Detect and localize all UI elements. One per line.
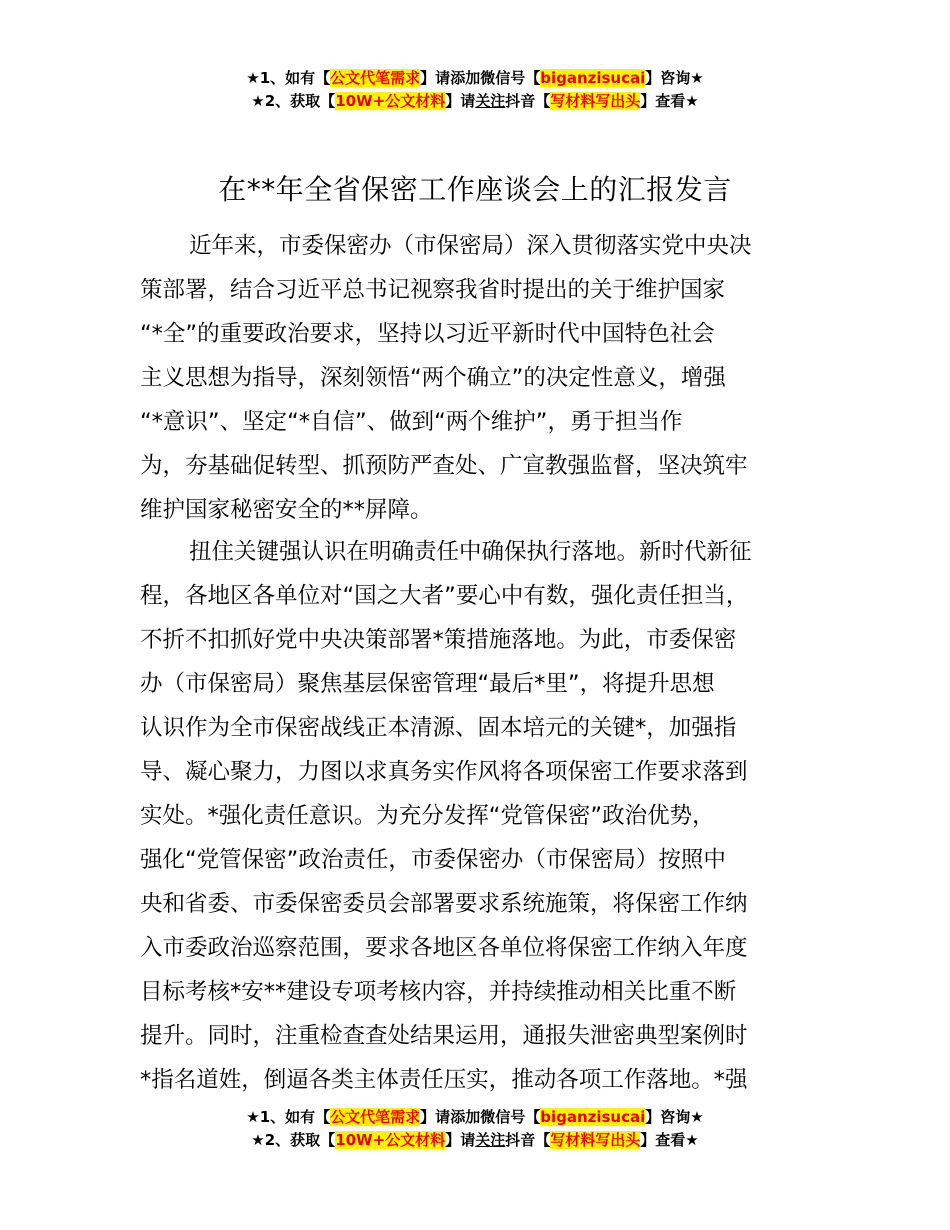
banner-text: ★1、如有【: [246, 69, 331, 87]
banner-highlight: 写材料写出头: [550, 92, 641, 110]
banner-text: 微信号【: [480, 1108, 541, 1126]
paragraph-line: *指名道姓，倒逼各类主体责任压实，推动各项工作落地。*强: [140, 1067, 748, 1093]
banner-highlight: biganzisucai: [540, 69, 646, 87]
paragraph-line: 策部署，结合习近平总书记视察我省时提出的关于维护国家: [140, 277, 726, 303]
paragraph-line: 近年来，市委保密办（市保密局）深入贯彻落实党中央决: [189, 233, 752, 259]
banner-line-1: [0, 1106, 950, 1129]
paragraph-line: 目标考核*安**建设专项考核内容，并持续推动相关比重不断: [140, 979, 737, 1005]
paragraph-2: [140, 530, 830, 1102]
banner-text: 】请: [445, 92, 476, 110]
banner-highlight: 10W+公文材料: [335, 1131, 446, 1149]
banner-underlined-word: 关注: [475, 92, 506, 110]
paragraph-1: [140, 224, 830, 532]
banner-line-1: [0, 67, 950, 90]
banner-bold-word: 添加: [450, 69, 481, 87]
document-title: 在**年全省保密工作座谈会上的汇报发言: [218, 173, 732, 206]
header-banner: [0, 67, 950, 113]
banner-text: 抖音【: [505, 1131, 551, 1149]
banner-highlight: 写材料写出头: [550, 1131, 641, 1149]
paragraph-line: 导、凝心聚力，力图以求真务实作风将各项保密工作要求落到: [140, 759, 748, 785]
banner-text: ★1、如有【: [246, 1108, 331, 1126]
paragraph-line: 入市委政治巡察范围，要求各地区各单位将保密工作纳入年度: [140, 935, 748, 961]
banner-bold-word: 添加: [450, 1108, 481, 1126]
banner-highlight: biganzisucai: [540, 1108, 646, 1126]
banner-highlight: 公文代笔需求: [330, 1108, 421, 1126]
banner-text: 】咨询★: [645, 1108, 704, 1126]
banner-text: 】请: [445, 1131, 476, 1149]
paragraph-line: 不折不扣抓好党中央决策部署*策措施落地。为此，市委保密: [140, 627, 737, 653]
banner-highlight: 公文代笔需求: [330, 69, 421, 87]
paragraph-line: 扭住关键强认识在明确责任中确保执行落地。新时代新征: [189, 539, 752, 565]
paragraph-line: 央和省委、市委保密委员会部署要求系统施策，将保密工作纳: [140, 891, 748, 917]
banner-line-2: [0, 90, 950, 113]
paragraph-line: 主义思想为指导，深刻领悟“两个确立”的决定性意义，增强: [140, 365, 726, 391]
paragraph-line: 办（市保密局）聚焦基层保密管理“最后*里”，将提升思想: [140, 671, 715, 697]
paragraph-line: 强化“党管保密”政治责任，市委保密办（市保密局）按照中: [140, 847, 726, 873]
banner-line-2: [0, 1129, 950, 1152]
banner-text: ★2、获取【: [251, 1131, 336, 1149]
banner-underlined-word: 关注: [475, 1131, 506, 1149]
banner-text: 抖音【: [505, 92, 551, 110]
paragraph-line: “*意识”、坚定“*自信”、做到“两个维护”，勇于担当作: [140, 409, 683, 435]
banner-text: 微信号【: [480, 69, 541, 87]
banner-text: 】查看★: [640, 1131, 699, 1149]
banner-text: 】咨询★: [645, 69, 704, 87]
banner-highlight: 10W+公文材料: [335, 92, 446, 110]
paragraph-line: 实处。*强化责任意识。为充分发挥“党管保密”政治优势，: [140, 803, 715, 829]
paragraph-line: 维护国家秘密安全的**屏障。: [140, 497, 433, 523]
paragraph-line: 程，各地区各单位对“国之大者”要心中有数，强化责任担当，: [140, 583, 749, 609]
paragraph-line: “*全”的重要政治要求，坚持以习近平新时代中国特色社会: [140, 321, 715, 347]
banner-text: 】查看★: [640, 92, 699, 110]
paragraph-line: 提升。同时，注重检查查处结果运用，通报失泄密典型案例时: [140, 1023, 748, 1049]
banner-text: 】请: [420, 1108, 451, 1126]
banner-text: ★2、获取【: [251, 92, 336, 110]
footer-banner: [0, 1106, 950, 1152]
banner-text: 】请: [420, 69, 451, 87]
paragraph-line: 为，夯基础促转型、抓预防严查处、广宣教强监督，坚决筑牢: [140, 453, 748, 479]
paragraph-line: 认识作为全市保密战线正本清源、固本培元的关键*，加强指: [140, 715, 737, 741]
